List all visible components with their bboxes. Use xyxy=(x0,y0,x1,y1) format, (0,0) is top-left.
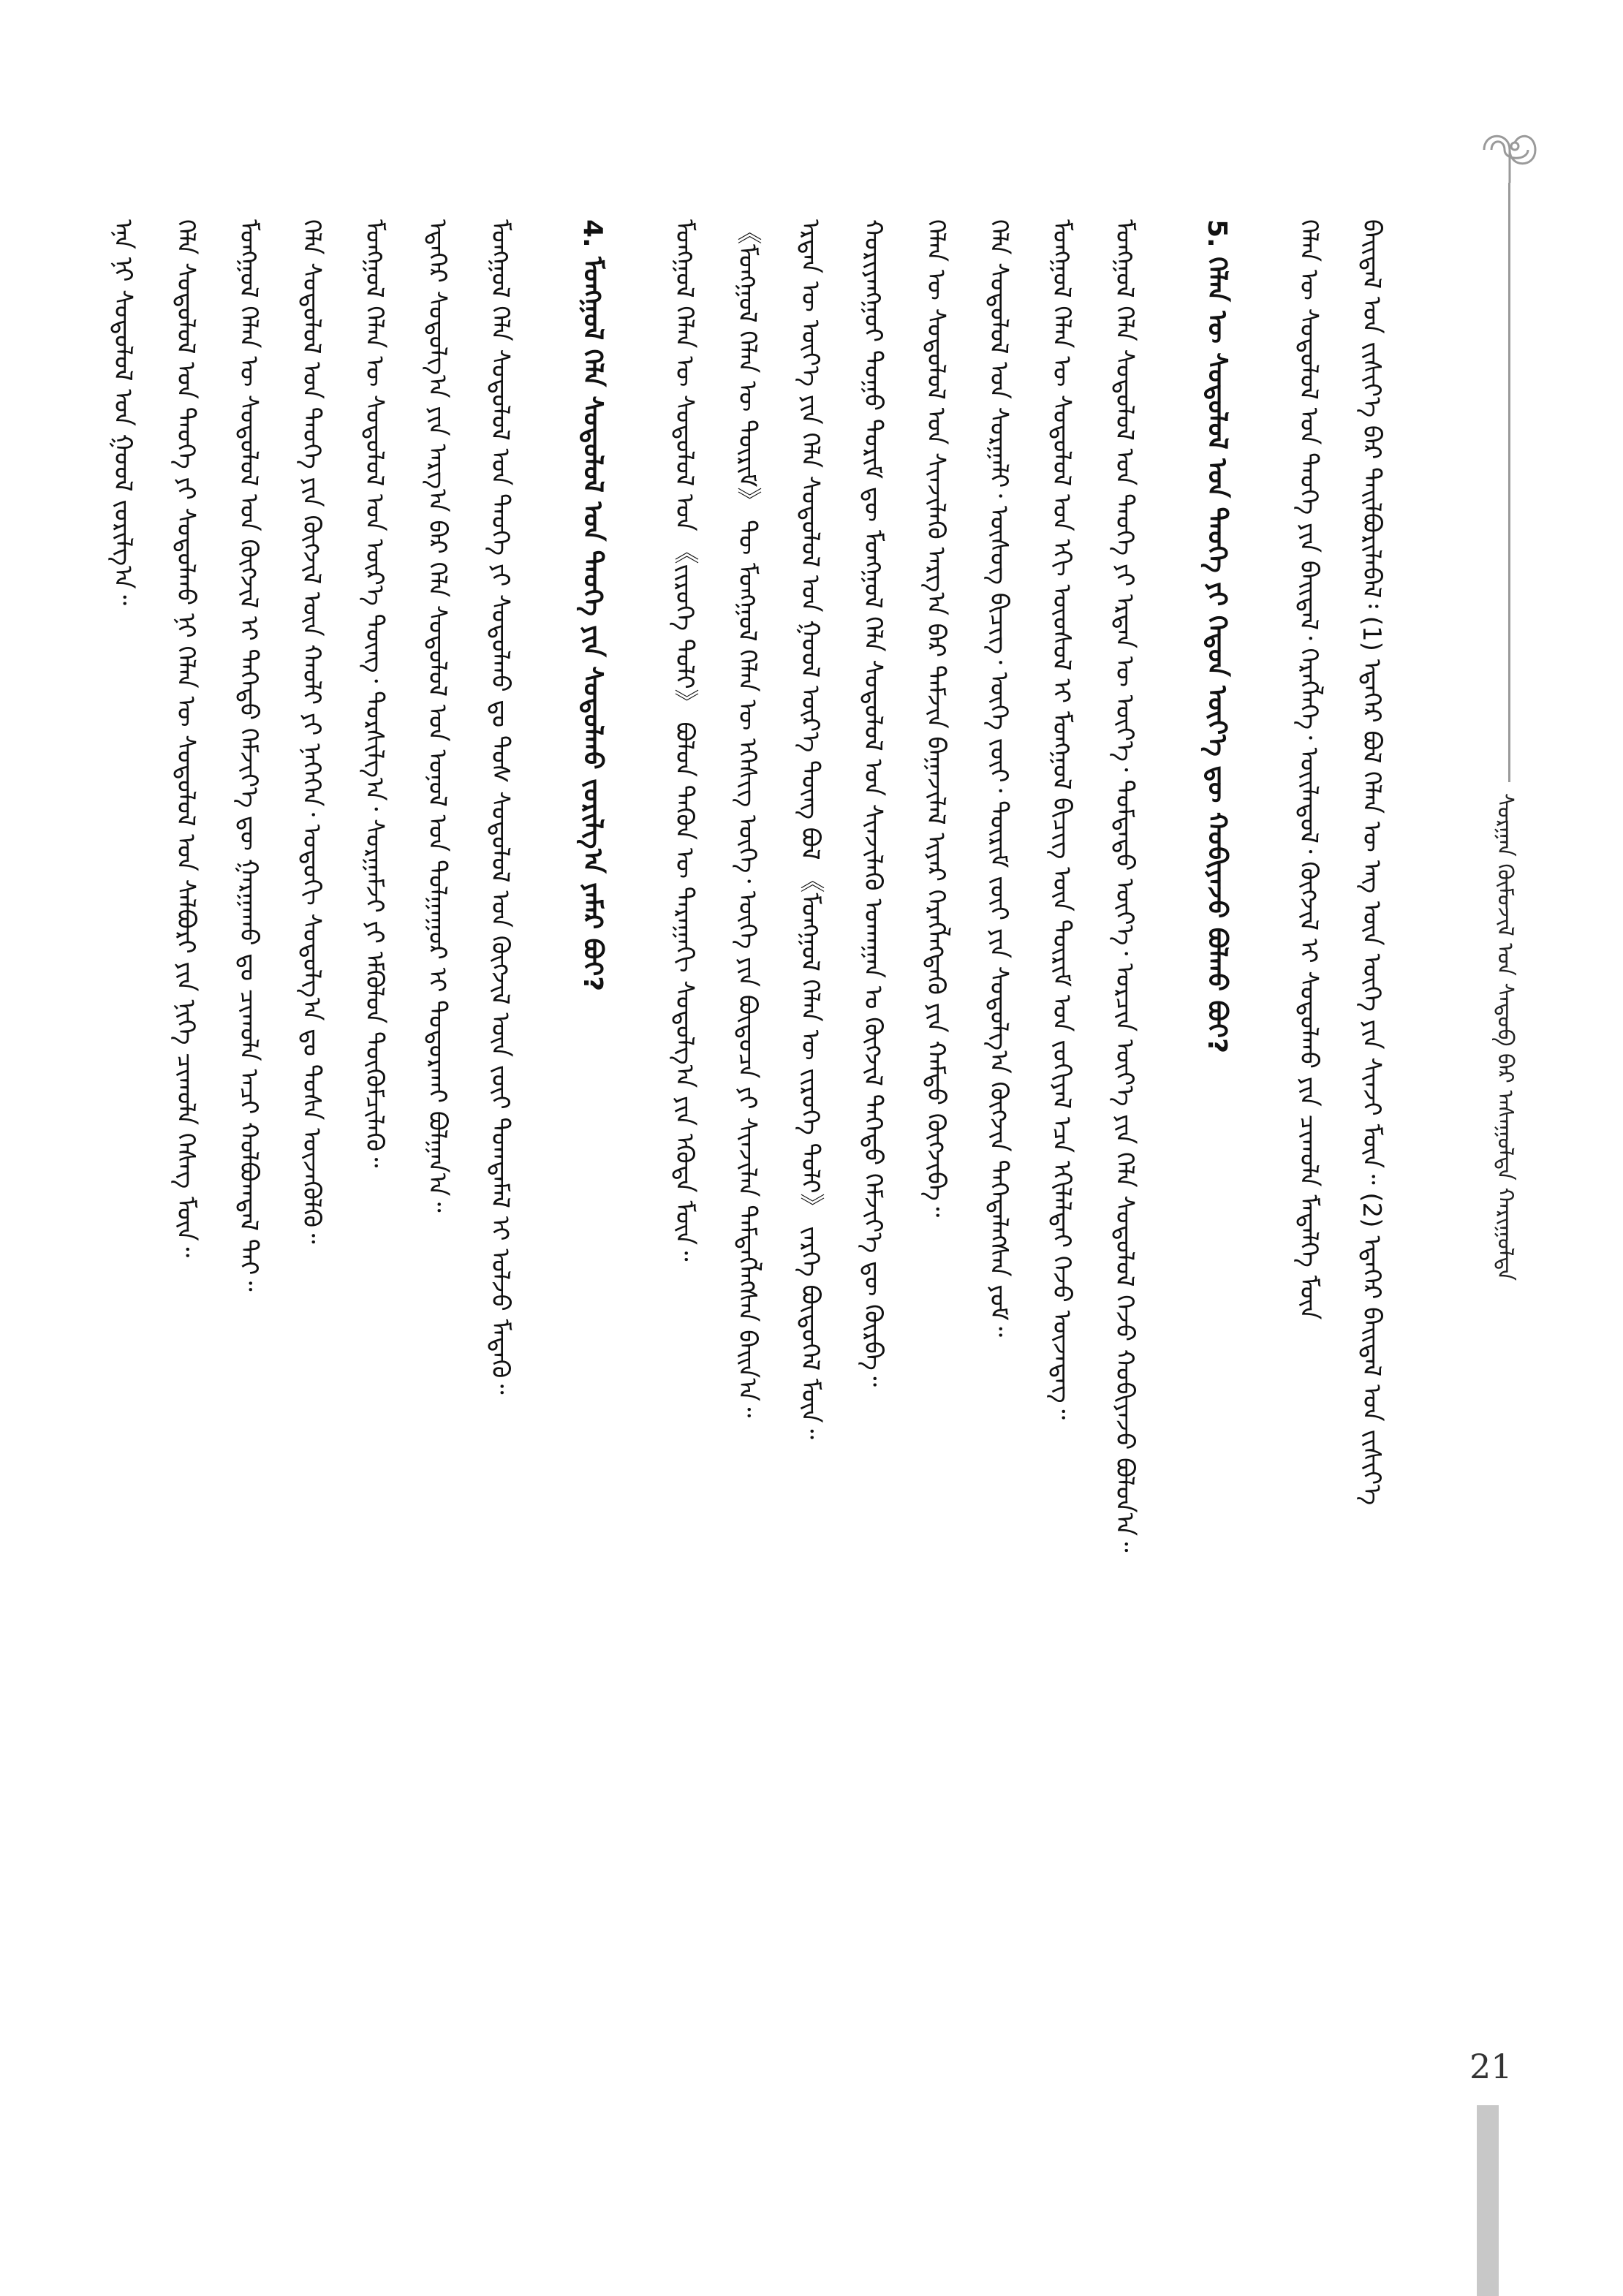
ornament-swirl-icon xyxy=(1469,117,1557,183)
section-heading: 4. ᠮᠣᠩᠭᠣᠯ ᠬᠡᠯᠡ ᠰᠤᠳᠤᠯᠤᠯ ᠤᠨ ᠲᠡᠦᠬᠡ ᠶᠢᠨ ᠰᠤᠳᠤᠯᠬᠤ ᠵᠣᠷᠢᠯᠭ᠎ᠠ ᠶᠠᠮᠠᠷ ᠪᠤᠢ? xyxy=(578,219,608,992)
text-line: ᠬᠡᠯᠡ ᠰᠤᠳᠤᠯᠤᠯ ᠤᠨ ᠰᠤᠷᠭᠠᠯᠢ᠂ ᠦᠰᠦᠭ ᠪᠢᠴᠢᠭ᠂ ᠦᠭᠡ ᠵᠦᠢ᠂ ᠳᠦᠷᠢᠮ ᠵᠦᠢ ᠶᠢᠨ ᠰᠤᠳᠤᠯᠭ᠎ᠠ ᠬᠥᠭᠵᠢᠨ ᠳᠡᠭᠡᠳᠡᠯᠡᠭᠰᠡᠨ ᠶᠤᠮ᠃ xyxy=(984,219,1013,1337)
section-heading: 5. ᠬᠡᠯᠡᠨ ᠦ ᠰᠤᠳᠤᠯᠤᠯ ᠤᠨ ᠲᠡᠦᠬᠡ ᠶᠢ ᠬᠡᠳᠦᠨ ᠦᠶ᠎ᠡ ᠳᠦ ᠬᠤᠪᠢᠶᠠᠵᠤ ᠪᠣᠯᠬᠤ ᠪᠤᠢ? xyxy=(1202,219,1232,1053)
text-line: ᠮᠣᠩᠭᠣᠯ ᠬᠡᠯᠡᠨ ᠦ ᠰᠤᠳᠤᠯᠤᠯ ᠤᠨ ᠦᠷ᠎ᠡ ᠳᠦᠩ᠂ ᠲᠤᠷᠰᠢᠯᠭ᠎ᠠ᠂ ᠰᠤᠷᠭᠠᠮᠵᠢ ᠶᠢ ᠡᠮᠬᠦᠯᠦᠨ ᠳᠦᠭᠦᠮᠴᠢᠯᠡᠬᠦ᠃ xyxy=(360,219,389,1168)
text-line: ᠡᠨᠡ ᠨᠢ ᠰᠤᠳᠤᠯᠤᠯ ᠤᠨ ᠭᠣᠣᠯ ᠵᠣᠷᠢᠯᠭ᠎ᠠ᠃ xyxy=(108,219,137,605)
header-rule xyxy=(1508,183,1510,782)
text-line: ᠮᠣᠩᠭᠣᠯ ᠬᠡᠯᠡᠨ ᠦ ᠰᠤᠳᠤᠯᠤᠯ ᠤᠨ ᠬᠥᠭᠵᠢᠯ ᠢ ᠳᠡᠭᠡᠳᠦ ᠬᠡᠮᠵᠢᠶ᠎ᠡ ᠳᠦ ᠭᠠᠷᠭᠠᠬᠤ ᠳᠤ ᠴᠢᠬᠤᠯᠠ ᠠᠴᠢ ᠬᠣᠯᠪᠣᠭᠳᠠᠯ ᠲᠠᠢ᠃ xyxy=(234,219,263,1292)
text-line: ᠮᠣᠩᠭᠣᠯ ᠬᠡᠯᠡ ᠰᠤᠳᠤᠯᠤᠯ ᠤᠨ ᠲᠡᠦᠬᠡ ᠶᠢ ᠡᠷᠲᠡᠨ ᠦ ᠦᠶ᠎ᠡ᠂ ᠳᠤᠮᠳᠠᠳᠤ ᠦᠶ᠎ᠡ᠂ ᠣᠷᠴᠢᠨ ᠦᠶ᠎ᠡ ᠶᠢᠨ ᠬᠡᠯᠡ ᠰᠤᠳᠤᠯᠤᠯ ᠭᠡᠵᠦ ᠬᠤᠪᠢᠶᠠᠵᠤ ᠪᠣᠯᠤᠨ᠎ᠠ᠃ xyxy=(1110,219,1139,1553)
text-line: ᠮᠣᠩᠭᠣᠯ ᠬᠡᠯᠡᠨ ᠦ ᠰᠤᠳᠤᠯᠤᠯ ᠤᠨ ᠡᠬᠢ ᠦᠦᠰᠦᠯ ᠢ ᠮᠣᠩᠭᠣᠯ ᠪᠢᠴᠢᠭ ᠦᠨ ᠳᠦᠷᠢᠮ ᠤᠨ ᠵᠣᠬᠢᠶᠠᠯ ᠡᠴᠡ ᠡᠬᠢᠯᠡᠯᠲᠡᠢ ᠭᠡᠵᠦ ᠦᠵᠡᠳᠡᠭ᠃ xyxy=(1047,219,1076,1420)
text-line: ᠪᠠᠢᠳᠠᠯ ᠤᠨ ᠵᠢᠱᠢᠶ᠎ᠡ ᠪᠠᠷ ᠲᠠᠢᠯᠪᠤᠷᠢᠯᠠᠪᠠᠯ᠄ (1) ᠡᠳᠡᠭᠡᠷ ᠪᠣᠯ ᠬᠡᠯᠡᠨ ᠦ ᠡᠩ ᠦᠨ ᠦᠭᠡ ᠶᠢᠨ ᠰᠢᠨᠵᠢ ᠮᠥᠨ᠃ (2) ᠡᠳᠡᠭᠡᠷ ᠪᠠᠢᠳᠠᠯ ᠤᠨ ᠵᠢᠱᠢᠶ᠎ᠡ xyxy=(1357,219,1386,1506)
text-line: ᠮᠣᠩᠭᠣᠯ ᠬᠡᠯᠡ ᠰᠤᠳᠤᠯᠤᠯ ᠤᠨ ᠲᠡᠦᠬᠡ ᠶᠢ ᠰᠤᠳᠤᠯᠬᠤ ᠳᠤ ᠲᠤᠰ ᠰᠤᠳᠤᠯᠤᠯ ᠤᠨ ᠬᠥᠭᠵᠢᠯ ᠦᠨ ᠵᠦᠢ ᠲᠣᠭᠲᠠᠮᠠᠯ ᠢ ᠣᠯᠵᠤ ᠮᠡᠳᠡᠬᠦ᠃ xyxy=(485,219,515,1395)
text-line: ᠡᠳᠡᠭᠡᠷ ᠰᠤᠳᠤᠯᠭ᠎ᠠ ᠶᠢᠨ ᠠᠷᠭ᠎ᠠ ᠪᠠᠷ ᠬᠡᠯᠡ ᠰᠤᠳᠤᠯᠤᠯ ᠤᠨ ᠣᠨᠣᠯ ᠤᠨ ᠲᠤᠯᠭᠠᠭᠤᠷ ᠢ ᠲᠣᠳᠤᠷᠬᠠᠢ ᠪᠣᠯᠭᠠᠨ᠎ᠠ᠃ xyxy=(423,219,452,1213)
text-line: ᠬᠡᠯᠡᠨ ᠦ ᠰᠤᠳᠤᠯᠤᠯ ᠤᠨ ᠲᠡᠦᠬᠡ ᠶᠢᠨ ᠪᠠᠢᠳᠠᠯ᠂ ᠬᠡᠷᠡᠭᠯᠡᠭᠡ᠂ ᠦᠢᠯᠡᠳᠦᠯ᠂ ᠬᠥᠭᠵᠢᠯ ᠢ ᠰᠤᠳᠤᠯᠬᠤ ᠶᠢᠨ ᠴᠢᠬᠤᠯᠠ ᠮᠡᠳᠡᠯᠭᠡ ᠮᠥᠨ xyxy=(1294,219,1323,1320)
page-edge-bar xyxy=(1477,2105,1499,2296)
text-line: ᠬᠤᠷᠢᠶᠠᠩᠭᠤᠢ ᠳᠤᠭᠤ ᠲᠣᠷᠢᠮ ᠳᠦ ᠮᠣᠩᠭᠣᠯ ᠬᠡᠯᠡ ᠰᠤᠳᠤᠯᠤᠯ ᠤᠨ ᠰᠢᠨᠵᠢᠯᠡᠬᠦ ᠤᠬᠠᠭᠠᠨ ᠤ ᠬᠥᠭᠵᠢᠯ ᠳᠡᠭᠡᠳᠦ ᠬᠡᠮᠵᠢᠶ᠎ᠡ ᠳᠦ ᠬᠦᠷᠪᠡ᠃ xyxy=(858,219,888,1387)
text-line: 《ᠮᠣᠩᠭᠣᠯ ᠬᠡᠯᠡᠨ ᠦ ᠳᠦᠷᠢᠮ》 ᠲᠦ ᠮᠣᠩᠭᠣᠯ ᠬᠡᠯᠡᠨ ᠦ ᠡᠭᠡᠰᠢᠭ ᠦᠭᠡ᠂ ᠦᠭᠡ ᠶᠢᠨ ᠪᠦᠲᠦᠴᠡ ᠶᠢ ᠰᠢᠨᠵᠢᠯᠡᠨ ᠲᠡᠮᠳᠡᠭᠯᠡᠭᠰᠡᠨ ᠪᠠᠢᠨ᠎ᠠ᠃ xyxy=(733,219,762,1418)
text-line: ᠬᠡᠯᠡ ᠰᠤᠳᠤᠯᠤᠯ ᠤᠨ ᠲᠡᠦᠬᠡ ᠶᠢᠨ ᠬᠥᠭᠵᠢᠯ ᠦᠨ ᠬᠠᠤᠯᠢ ᠶᠢ ᠨᠡᠭᠡᠭᠡᠨ᠂ ᠣᠳᠣᠬᠢ ᠰᠤᠳᠤᠯᠭ᠎ᠠ ᠳᠤ ᠲᠤᠰᠠ ᠦᠵᠡᠭᠦᠯᠬᠦ᠃ xyxy=(297,219,326,1244)
running-header: ᠰᠤᠷᠭᠠᠨ ᠬᠦᠮᠦᠵᠢᠯ ᠤᠨ ᠰᠡᠳᠦᠪ ᠪᠡᠷ ᠠᠰᠠᠭᠤᠯᠲᠠ ᠬᠠᠷᠢᠭᠤᠯᠲᠠ xyxy=(1492,793,1518,1281)
text-line: ᠮᠣᠩᠭᠣᠯ ᠬᠡᠯᠡᠨ ᠦ ᠰᠤᠳᠤᠯᠤᠯ ᠤᠨ 《ᠵᠢᠷᠦᠬᠡ ᠲᠣᠯᠢ》 ᠪᠣᠯᠣᠨ ᠲᠡᠭᠦᠨ ᠦ ᠳᠠᠷᠠᠭᠠᠬᠢ ᠰᠤᠳᠤᠯᠭ᠎ᠠ ᠶᠢᠨ ᠡᠭᠦᠳᠡ ᠮᠥᠨ᠃ xyxy=(670,219,699,1262)
text-line: ᠬᠡᠯᠡᠨ ᠦ ᠰᠤᠳᠤᠯᠤᠯ ᠤᠨ ᠰᠢᠨᠵᠢᠯᠡᠬᠦ ᠠᠷᠭ᠎ᠠ ᠪᠠᠷ ᠳᠠᠮᠵᠢᠨ ᠪᠠᠭᠠᠵᠢᠯᠠᠯ ᠢᠶᠡᠷ ᠬᠡᠷᠡᠭᠯᠡᠭᠳᠡᠬᠦ ᠶᠢᠨ ᠬᠠᠮᠲᠤ ᠬᠥᠭᠵᠢᠪᠡ᠃ xyxy=(921,219,950,1218)
text-line: ᠡᠷᠲᠡᠨ ᠦ ᠦᠶ᠎ᠡ ᠶᠢᠨ ᠬᠡᠯᠡ ᠰᠤᠳᠤᠯᠤᠯ ᠤᠨ ᠭᠣᠣᠯ ᠦᠷ᠎ᠡ ᠳᠦᠩ ᠪᠣᠯ 《ᠮᠣᠩᠭᠣᠯ ᠬᠡᠯᠡᠨ ᠦ ᠵᠢᠷᠦᠬᠡ ᠲᠣᠯᠢ》 ᠵᠡᠷᠭᠡ ᠪᠦᠲᠦᠭᠡᠯ ᠮᠥᠨ᠃ xyxy=(795,219,825,1440)
page-body xyxy=(108,219,1389,2025)
text-line: ᠬᠡᠯᠡ ᠰᠤᠳᠤᠯᠤᠯ ᠤᠨ ᠲᠡᠦᠬᠡ ᠶᠢ ᠰᠤᠳᠤᠯᠬᠤ ᠨᠢ ᠬᠡᠯᠡᠨ ᠦ ᠰᠤᠳᠤᠯᠤᠯ ᠤᠨ ᠰᠠᠯᠪᠤᠷᠢ ᠶᠢᠨ ᠨᠢᠭᠡ ᠴᠢᠬᠤᠯᠠ ᠬᠡᠰᠡᠭ ᠮᠥᠨ᠃ xyxy=(171,219,200,1258)
page-number: 21 xyxy=(1469,2047,1513,2086)
